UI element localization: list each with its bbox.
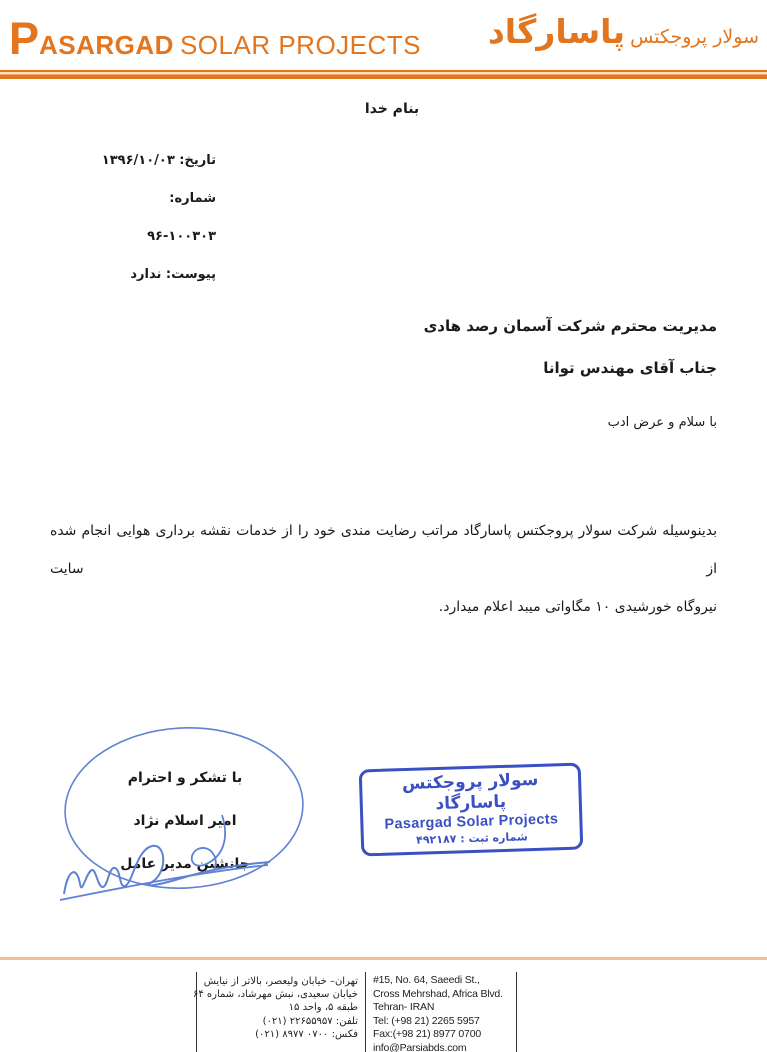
recipient-organization: مدیریت محترم شرکت آسمان رصد هادی — [423, 317, 717, 335]
footer-fa-fax-area: (۰۲۱) — [255, 1028, 280, 1040]
logo-suffix: SOLAR PROJECTS — [179, 30, 422, 60]
signer-name: امیر اسلام نژاد — [133, 813, 237, 829]
recipient-block — [424, 305, 717, 389]
number-label: شماره: — [169, 191, 216, 206]
footer-en-line: Cross Mehrshad, Africa Blvd. — [373, 987, 503, 1000]
recipient-person: جناب آقای مهندس توانا — [543, 359, 717, 377]
logo-fa-prefix: سولار پروجکتس — [630, 26, 759, 48]
salutation: با سلام و عرض ادب — [607, 415, 717, 430]
footer-fa-line: طبقه ۵، واحد ۱۵ — [288, 1002, 358, 1014]
attachment-line — [50, 266, 216, 283]
footer-email: info@Parsiabds.com — [373, 1041, 467, 1052]
signature-block — [95, 757, 275, 886]
attachment-value: ندارد — [130, 267, 162, 282]
company-logo-persian — [488, 12, 759, 51]
footer-address-persian — [192, 972, 366, 1052]
footer — [192, 972, 517, 1052]
letter-body — [50, 512, 717, 626]
body-line-2: نیروگاه خورشیدی ۱۰ مگاواتی میبد اعلام میدارد. — [438, 599, 717, 615]
footer-en-line: Fax:(+98 21) 8977 0700 — [373, 1028, 481, 1041]
footer-fa-tel-label: تلفن: — [335, 1015, 358, 1027]
letter-meta — [50, 152, 216, 304]
body-line-1: بدینوسیله شرکت سولار پروجکتس پاسارگاد مراتب رضایت مندی خود را از خدمات نقشه برداری هوایی انجام شده از سایت — [50, 523, 717, 577]
bismillah: بنام خدا — [364, 101, 420, 117]
footer-address-english — [366, 972, 517, 1052]
stamp-company-fa: سولار پروجکتس پاسارگاد — [401, 769, 539, 815]
footer-fa-fax-number: ۸۹۷۷ ۰۷۰۰ — [282, 1028, 329, 1040]
number-label-line — [50, 190, 216, 207]
stamp-reg-number: ۴۹۲۱۸۷ — [415, 832, 457, 847]
company-logo-english — [9, 13, 422, 64]
footer-fa-tel-number: ۲۲۶۵۵۹۵۷ — [289, 1015, 333, 1027]
footer-fa-tel-area: (۰۲۱) — [262, 1015, 287, 1027]
date-line — [50, 152, 216, 169]
logo-name: ASARGAD — [39, 30, 174, 60]
closing-phrase: با تشکر و احترام — [127, 770, 243, 786]
footer-fa-tel-line — [202, 1015, 358, 1028]
number-value-line — [50, 228, 216, 245]
footer-divider — [0, 957, 767, 960]
footer-fa-line: تهران– خیابان ولیعصر، بالاتر از نیایش — [203, 976, 358, 987]
footer-en-line: Tel: (+98 21) 2265 5957 — [373, 1014, 480, 1027]
attachment-label: پیوست: — [165, 267, 216, 282]
footer-en-line: #15, No. 64, Saeedi St., — [373, 974, 480, 986]
stamp-reg-label: شماره ثبت : — [460, 830, 528, 846]
header-divider — [0, 70, 767, 79]
date-value: ۱۳۹۶/۱۰/۰۳ — [101, 153, 175, 168]
footer-fa-fax-line — [202, 1028, 358, 1041]
logo-initial: P — [9, 13, 40, 64]
logo-fa-brand: پاسارگاد — [487, 12, 625, 51]
footer-fa-fax-label: فکس: — [331, 1028, 358, 1040]
date-label: تاریخ: — [179, 153, 216, 168]
footer-en-line: Tehran- IRAN — [373, 1001, 435, 1014]
footer-fa-line: خیابان سعیدی، نبش مهرشاد، شماره ۶۴ — [192, 989, 358, 1001]
letter-number: ۹۶-۱۰۰۳۰۳ — [147, 229, 216, 244]
stamp-company-en: Pasargad Solar Projects — [384, 811, 559, 833]
company-stamp — [359, 763, 584, 857]
signer-title: جانشین مدیر عامل — [120, 856, 250, 872]
